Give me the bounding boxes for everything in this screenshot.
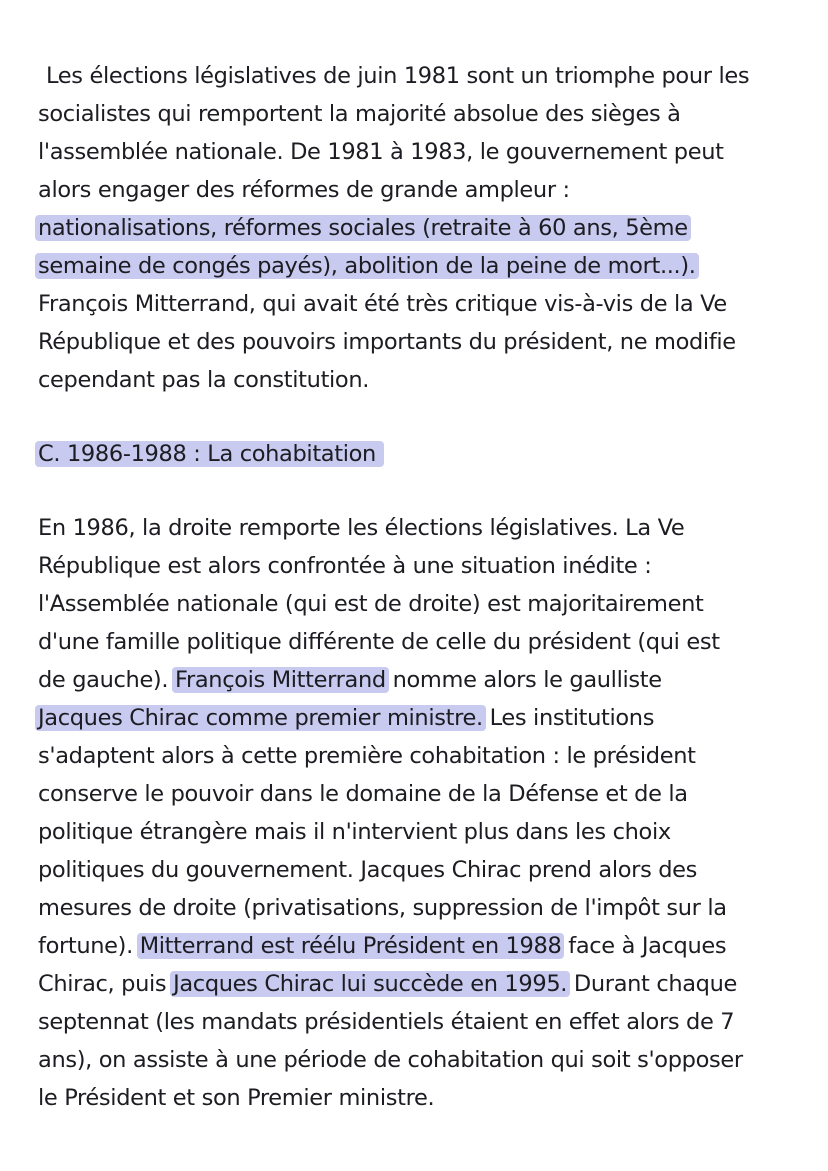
text-line: République et des pouvoirs importants du président, ne modifie xyxy=(38,329,736,355)
text-line: politique étrangère mais il n'intervient plus dans les choix xyxy=(38,819,671,845)
section-heading xyxy=(38,436,381,472)
highlighted-text: nationalisations, réformes sociales (retraite à 60 ans, 5ème xyxy=(35,215,691,241)
text-line: politiques du gouvernement. Jacques Chirac prend alors des xyxy=(38,857,698,883)
highlighted-text: Mitterrand est réélu Président en 1988 xyxy=(137,933,565,959)
text-segment: Chirac, puis xyxy=(38,971,167,997)
text-line: le Président et son Premier ministre. xyxy=(38,1085,435,1111)
text-line xyxy=(38,966,737,1002)
text-line: l'assemblée nationale. De 1981 à 1983, le gouvernement peut xyxy=(38,139,724,165)
text-segment: Durant chaque xyxy=(573,971,738,997)
text-line xyxy=(38,662,662,698)
text-line xyxy=(38,210,688,246)
text-line xyxy=(38,928,726,964)
text-line xyxy=(38,700,654,736)
text-line: Les élections législatives de juin 1981 sont un triomphe pour les xyxy=(46,63,750,89)
text-line: septennat (les mandats présidentiels étaient en effet alors de 7 xyxy=(38,1009,735,1035)
highlighted-text: Jacques Chirac comme premier ministre. xyxy=(35,705,486,731)
highlighted-text: François Mitterrand xyxy=(172,667,389,693)
text-segment: de gauche). xyxy=(38,667,169,693)
text-line: d'une famille politique différente de celle du président (qui est xyxy=(38,629,720,655)
text-line: ans), on assiste à une période de cohabitation qui soit s'opposer xyxy=(38,1047,743,1073)
text-segment: nomme alors le gaulliste xyxy=(392,667,662,693)
highlighted-text: Jacques Chirac lui succède en 1995. xyxy=(170,971,570,997)
text-line: cependant pas la constitution. xyxy=(38,367,370,393)
text-line xyxy=(38,248,696,284)
highlighted-text: semaine de congés payés), abolition de la peine de mort...). xyxy=(35,253,699,279)
text-segment: fortune). xyxy=(38,933,133,959)
text-line: conserve le pouvoir dans le domaine de la Défense et de la xyxy=(38,781,688,807)
highlighted-heading: C. 1986-1988 : La cohabitation xyxy=(35,441,384,467)
text-line: alors engager des réformes de grande ampleur : xyxy=(38,177,570,203)
text-segment: face à Jacques xyxy=(568,933,727,959)
text-line: socialistes qui remportent la majorité absolue des sièges à xyxy=(38,101,681,127)
text-line: l'Assemblée nationale (qui est de droite) est majoritairement xyxy=(38,591,704,617)
text-line: s'adaptent alors à cette première cohabitation : le président xyxy=(38,743,696,769)
text-line: République est alors confrontée à une situation inédite : xyxy=(38,553,652,579)
text-line: En 1986, la droite remporte les élections législatives. La Ve xyxy=(38,515,685,541)
text-line: François Mitterrand, qui avait été très critique vis-à-vis de la Ve xyxy=(38,291,727,317)
text-segment: Les institutions xyxy=(489,705,655,731)
text-line: mesures de droite (privatisations, suppression de l'impôt sur la xyxy=(38,895,727,921)
